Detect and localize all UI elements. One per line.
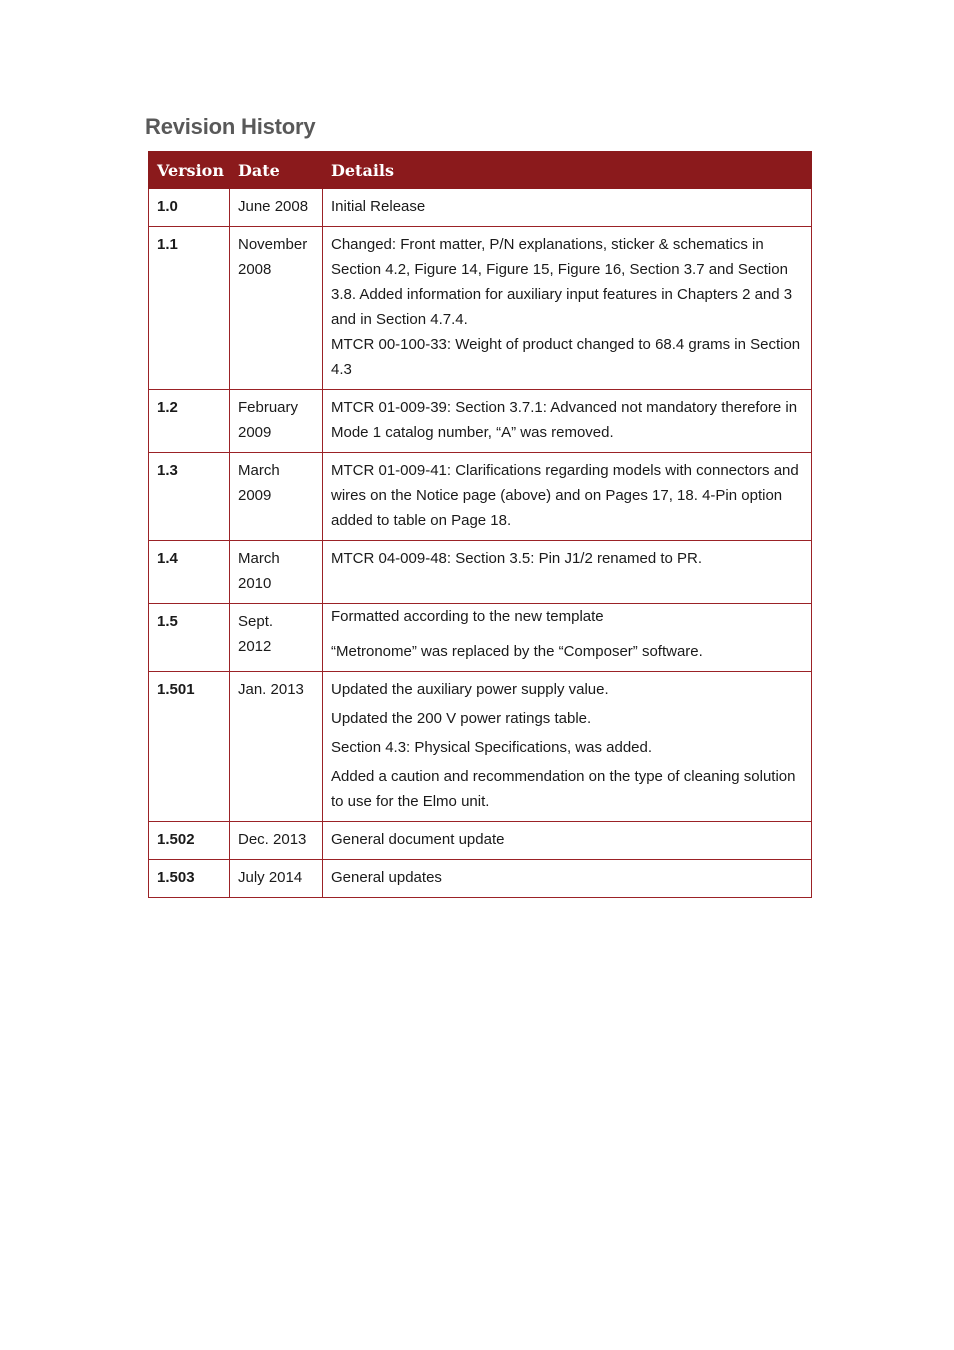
date-text: March: [238, 550, 280, 567]
details-cell: [323, 453, 812, 541]
table-row: [149, 390, 812, 453]
date-text: 2010: [238, 575, 272, 592]
version-cell: 1.5: [149, 604, 230, 672]
date-cell: [230, 860, 323, 898]
date-cell: [230, 541, 323, 604]
version-cell: 1.2: [149, 390, 230, 453]
details-text: Updated the auxiliary power supply value.: [331, 681, 609, 698]
details-text: MTCR 01-009-39: Section 3.7.1: Advanced not mandatory therefore in Mode 1 catalog number, “A” was removed.: [331, 399, 798, 441]
date-text: February: [238, 399, 299, 416]
details-cell: [323, 227, 812, 390]
details-text: Added a caution and recommendation on the type of cleaning solution to use for the Elmo unit.: [331, 768, 796, 810]
header-date: Date: [230, 152, 323, 189]
details-text: Formatted according to the new template: [331, 608, 604, 625]
details-text: MTCR 00-100-33: Weight of product changed to 68.4 grams in Section 4.3: [331, 336, 801, 378]
table-row: [149, 822, 812, 860]
date-text: July 2014: [238, 869, 303, 886]
header-version: Version: [149, 152, 230, 189]
date-text: Dec. 2013: [238, 831, 307, 848]
date-text: Jan. 2013: [238, 681, 304, 698]
table-row: [149, 541, 812, 604]
table-header: [149, 152, 812, 189]
details-cell: [323, 390, 812, 453]
details-text: General document update: [331, 831, 505, 848]
version-cell: 1.0: [149, 189, 230, 227]
header-details: Details: [323, 152, 812, 189]
version-cell: 1.4: [149, 541, 230, 604]
date-text: June 2008: [238, 198, 309, 215]
details-text: Initial Release: [331, 198, 426, 215]
date-text: March: [238, 462, 280, 479]
page-title: Revision History: [145, 114, 316, 139]
revision-history-table: [148, 151, 812, 898]
details-text: General updates: [331, 869, 442, 886]
table-row: [149, 604, 812, 672]
date-cell: [230, 227, 323, 390]
details-text: Updated the 200 V power ratings table.: [331, 710, 592, 727]
details-cell: [323, 672, 812, 822]
details-text: MTCR 01-009-41: Clarifications regarding models with connectors and wires on the Notice page (above) and on Pages 17, 18. 4-Pin option added to table on Page 18.: [331, 462, 799, 529]
date-text: 2009: [238, 487, 272, 504]
details-text: MTCR 04-009-48: Section 3.5: Pin J1/2 renamed to PR.: [331, 550, 703, 567]
date-text: 2009: [238, 424, 272, 441]
table-row: [149, 453, 812, 541]
date-text: 2012: [238, 638, 272, 655]
details-text: Changed: Front matter, P/N explanations, sticker & schematics in Section 4.2, Figure 14, Figure 15, Figure 16, Section 3.7 and Section 3.8. Added information for auxiliary input features in Chapters 2 and 3 and in Section 4.7.4.: [331, 236, 793, 328]
table-row: [149, 227, 812, 390]
table-row: [149, 860, 812, 898]
version-cell: 1.502: [149, 822, 230, 860]
date-cell: [230, 822, 323, 860]
version-cell: 1.501: [149, 672, 230, 822]
date-text: 2008: [238, 261, 272, 278]
details-text: “Metronome” was replaced by the “Composer” software.: [331, 643, 703, 660]
details-cell: [323, 189, 812, 227]
date-cell: [230, 672, 323, 822]
version-cell: 1.3: [149, 453, 230, 541]
details-cell: [323, 860, 812, 898]
date-cell: [230, 453, 323, 541]
details-text: Section 4.3: Physical Specifications, was added.: [331, 739, 653, 756]
date-text: November: [238, 236, 308, 253]
details-cell: [323, 604, 812, 672]
version-cell: 1.1: [149, 227, 230, 390]
table-row: [149, 189, 812, 227]
version-cell: 1.503: [149, 860, 230, 898]
date-cell: [230, 189, 323, 227]
details-cell: [323, 822, 812, 860]
date-cell: [230, 390, 323, 453]
date-cell: [230, 604, 323, 672]
date-text: Sept.: [238, 613, 274, 630]
header-row: [149, 152, 812, 189]
table-row: [149, 672, 812, 822]
details-cell: [323, 541, 812, 604]
